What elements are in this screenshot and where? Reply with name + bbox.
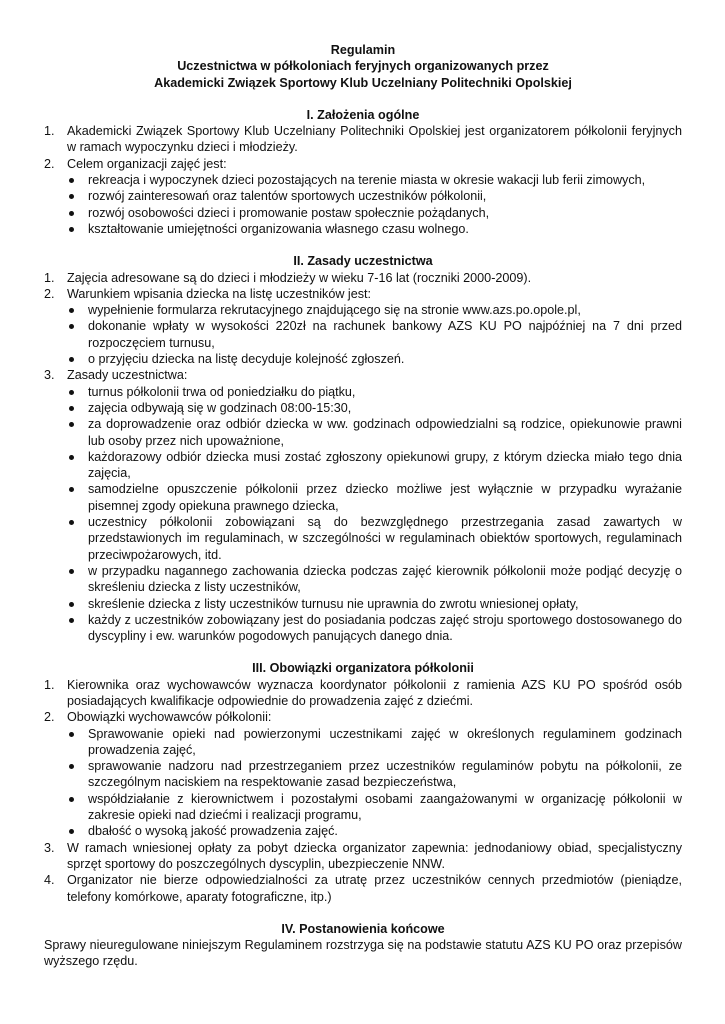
list-item-text: Zasady uczestnictwa:: [67, 368, 188, 383]
bullet-text: zajęcia odbywają się w godzinach 08:00-15:30,: [88, 400, 352, 415]
bullet-item: [67, 791, 682, 824]
bullet-text: każdy z uczestników zobowiązany jest do posiadania podczas zajęć stroju sportowego dostosowanego do dyscypliny i ew. warunków pogodowych panujących danego dnia.: [88, 612, 682, 644]
bullet-text: uczestnicy półkolonii zobowiązani są do bezwzględnego przestrzegania zasad zawartych w przedstawionych im regulaminach, w szczególności w regulaminach obiektów sportowych, regulaminach przeciwpożarowych, itd.: [88, 515, 682, 562]
bullet-list: [67, 384, 682, 645]
bullet-text: dokonanie wpłaty w wysokości 220zł na rachunek bankowy AZS KU PO najpóźniej na 7 dni przed rozpoczęciem turnusu,: [88, 319, 682, 350]
bullet-text: dbałość o wysoką jakość prowadzenia zajęć.: [88, 824, 338, 839]
bullet-icon: [69, 797, 74, 802]
bullet-text: za doprowadzenie oraz odbiór dziecka w ww. godzinach odpowiedzialni są rodzice, opiekunowie prawni lub osoby przez nich upoważnione,: [88, 417, 682, 448]
bullet-item: [67, 416, 682, 449]
bullet-list: [67, 172, 682, 237]
bullet-item: [67, 384, 682, 400]
bullet-text: rozwój osobowości dzieci i promowanie postaw społecznie pożądanych,: [88, 205, 490, 220]
list-item-number: 2.: [44, 156, 55, 171]
bullet-item: [67, 400, 682, 416]
list-item: [44, 709, 682, 839]
bullet-icon: [69, 602, 74, 607]
bullet-icon: [69, 357, 74, 362]
bullet-icon: [69, 455, 74, 460]
document-title: Regulamin: [330, 43, 396, 57]
list-item-number: 2.: [44, 710, 55, 725]
bullet-item: [67, 514, 682, 563]
list-item-number: 2.: [44, 286, 55, 301]
bullet-icon: [69, 569, 74, 574]
bullet-item: [67, 188, 682, 204]
bullet-item: [67, 758, 682, 791]
document-page: [44, 42, 682, 970]
bullet-list: [67, 726, 682, 840]
bullet-text: każdorazowy odbiór dziecka musi zostać zgłoszony opiekunowi grupy, z którym dziecka miało tego dnia zajęcia,: [88, 449, 682, 481]
section-title: IV. Postanowienia końcowe: [281, 921, 445, 936]
bullet-text: wypełnienie formularza rekrutacyjnego znajdującego się na stronie www.azs.po.opole.pl,: [88, 303, 581, 318]
bullet-icon: [69, 390, 74, 395]
list-item-text: Warunkiem wpisania dziecka na listę uczestników jest:: [67, 286, 372, 301]
bullet-icon: [69, 829, 74, 834]
bullet-item: [67, 449, 682, 482]
bullet-item: [67, 563, 682, 596]
final-provisions-text: Sprawy nieuregulowane niniejszym Regulaminem rozstrzyga się na podstawie statutu AZS KU PO oraz przepisów wyższego rzędu.: [44, 938, 682, 969]
bullet-icon: [69, 194, 74, 199]
section-title: III. Obowiązki organizatora półkolonii: [252, 661, 474, 676]
bullet-text: skreślenie dziecka z listy uczestników turnusu nie uprawnia do zwrotu wniesionej opłaty,: [88, 596, 579, 611]
bullet-icon: [69, 227, 74, 232]
bullet-icon: [69, 324, 74, 329]
list-item: [44, 872, 682, 905]
section-title: I. Założenia ogólne: [306, 107, 420, 122]
list-item: [44, 367, 682, 644]
bullet-item: [67, 726, 682, 759]
bullet-icon: [69, 732, 74, 737]
document-header: [44, 42, 682, 91]
bullet-text: kształtowanie umiejętności organizowania własnego czasu wolnego.: [88, 221, 469, 236]
list-item-text: Kierownika oraz wychowawców wyznacza koordynator półkolonii z ramienia AZS KU PO spośród osób posiadających kwalifikacje odpowiednie do prowadzenia zajęć z dziećmi.: [67, 677, 682, 708]
bullet-text: samodzielne opuszczenie półkolonii przez dziecko możliwe jest wyłącznie w przypadku wyrażanie pisemnej zgody opiekuna prawnego dziecka,: [88, 482, 682, 513]
sections-container: [44, 107, 682, 905]
document-subtitle: Uczestnictwa w półkoloniach feryjnych organizowanych przez: [177, 59, 549, 74]
bullet-item: [67, 612, 682, 645]
bullet-icon: [69, 487, 74, 492]
list-item-number: 3.: [44, 840, 55, 855]
list-item-text: Obowiązki wychowawców półkolonii:: [67, 710, 272, 725]
list-item: [44, 270, 682, 286]
bullet-item: [67, 481, 682, 514]
document-organization: Akademicki Związek Sportowy Klub Uczelniany Politechniki Opolskiej: [154, 75, 572, 90]
bullet-item: [67, 596, 682, 612]
bullet-icon: [69, 520, 74, 525]
section-title: II. Zasady uczestnictwa: [293, 254, 433, 269]
list-item: [44, 677, 682, 710]
bullet-text: rozwój zainteresowań oraz talentów sportowych uczestników półkolonii,: [88, 189, 487, 204]
bullet-icon: [69, 764, 74, 769]
bullet-text: Sprawowanie opieki nad powierzonymi uczestnikami zajęć w określonych regulaminem godzinach prowadzenia zajęć,: [88, 726, 682, 757]
numbered-list: [44, 270, 682, 645]
bullet-text: współdziałanie z kierownictwem i pozostałymi osobami zaangażowanymi w organizację półkolonii w zakresie opieki nad dziećmi i realizacji programu,: [88, 791, 682, 823]
numbered-list: [44, 677, 682, 905]
bullet-icon: [69, 422, 74, 427]
bullet-item: [67, 351, 682, 367]
list-item-text: Akademicki Związek Sportowy Klub Uczelniany Politechniki Opolskiej jest organizatorem półkolonii feryjnych w ramach wypoczynku dzieci i młodzieży.: [67, 124, 682, 155]
list-item: [44, 123, 682, 156]
list-item-text: Celem organizacji zajęć jest:: [67, 156, 227, 171]
bullet-text: w przypadku nagannego zachowania dziecka podczas zajęć kierownik półkolonii może podjąć decyzję o skreśleniu dziecka z listy uczestników,: [88, 563, 682, 595]
bullet-icon: [69, 618, 74, 623]
bullet-item: [67, 302, 682, 318]
bullet-item: [67, 221, 682, 237]
list-item-number: 1.: [44, 124, 55, 139]
bullet-item: [67, 823, 682, 839]
bullet-icon: [69, 308, 74, 313]
list-item-text: W ramach wniesionej opłaty za pobyt dziecka organizator zapewnia: jednodaniowy obiad, specjalistyczny sprzęt sportowy do poszczególnych dyscyplin, ubezpieczenie NNW.: [67, 840, 682, 871]
list-item-text: Zajęcia adresowane są do dzieci i młodzieży w wieku 7-16 lat (roczniki 2000-2009).: [67, 270, 532, 285]
bullet-text: o przyjęciu dziecka na listę decyduje kolejność zgłoszeń.: [88, 352, 405, 367]
list-item-number: 4.: [44, 873, 55, 888]
list-item-number: 3.: [44, 368, 55, 383]
bullet-text: sprawowanie nadzoru nad przestrzeganiem przez uczestników regulaminów pobytu na półkolonii, ze szczególnym naciskiem na respektowanie zasad bezpieczeństwa,: [88, 759, 682, 790]
list-item-number: 1.: [44, 677, 55, 692]
list-item: [44, 156, 682, 237]
bullet-item: [67, 172, 682, 188]
bullet-icon: [69, 406, 74, 411]
list-item-number: 1.: [44, 270, 55, 285]
bullet-text: turnus półkolonii trwa od poniedziałku do piątku,: [88, 384, 356, 399]
bullet-icon: [69, 178, 74, 183]
list-item: [44, 286, 682, 367]
bullet-item: [67, 205, 682, 221]
list-item-text: Organizator nie bierze odpowiedzialności za utratę przez uczestników cennych przedmiotów (pieniądze, telefony komórkowe, aparaty fotograficzne, itp.): [67, 873, 682, 904]
list-item: [44, 840, 682, 873]
numbered-list: [44, 123, 682, 237]
bullet-item: [67, 318, 682, 351]
bullet-list: [67, 302, 682, 367]
bullet-icon: [69, 211, 74, 216]
bullet-text: rekreacja i wypoczynek dzieci pozostających na terenie miasta w okresie wakacji lub ferii zimowych,: [88, 173, 646, 188]
